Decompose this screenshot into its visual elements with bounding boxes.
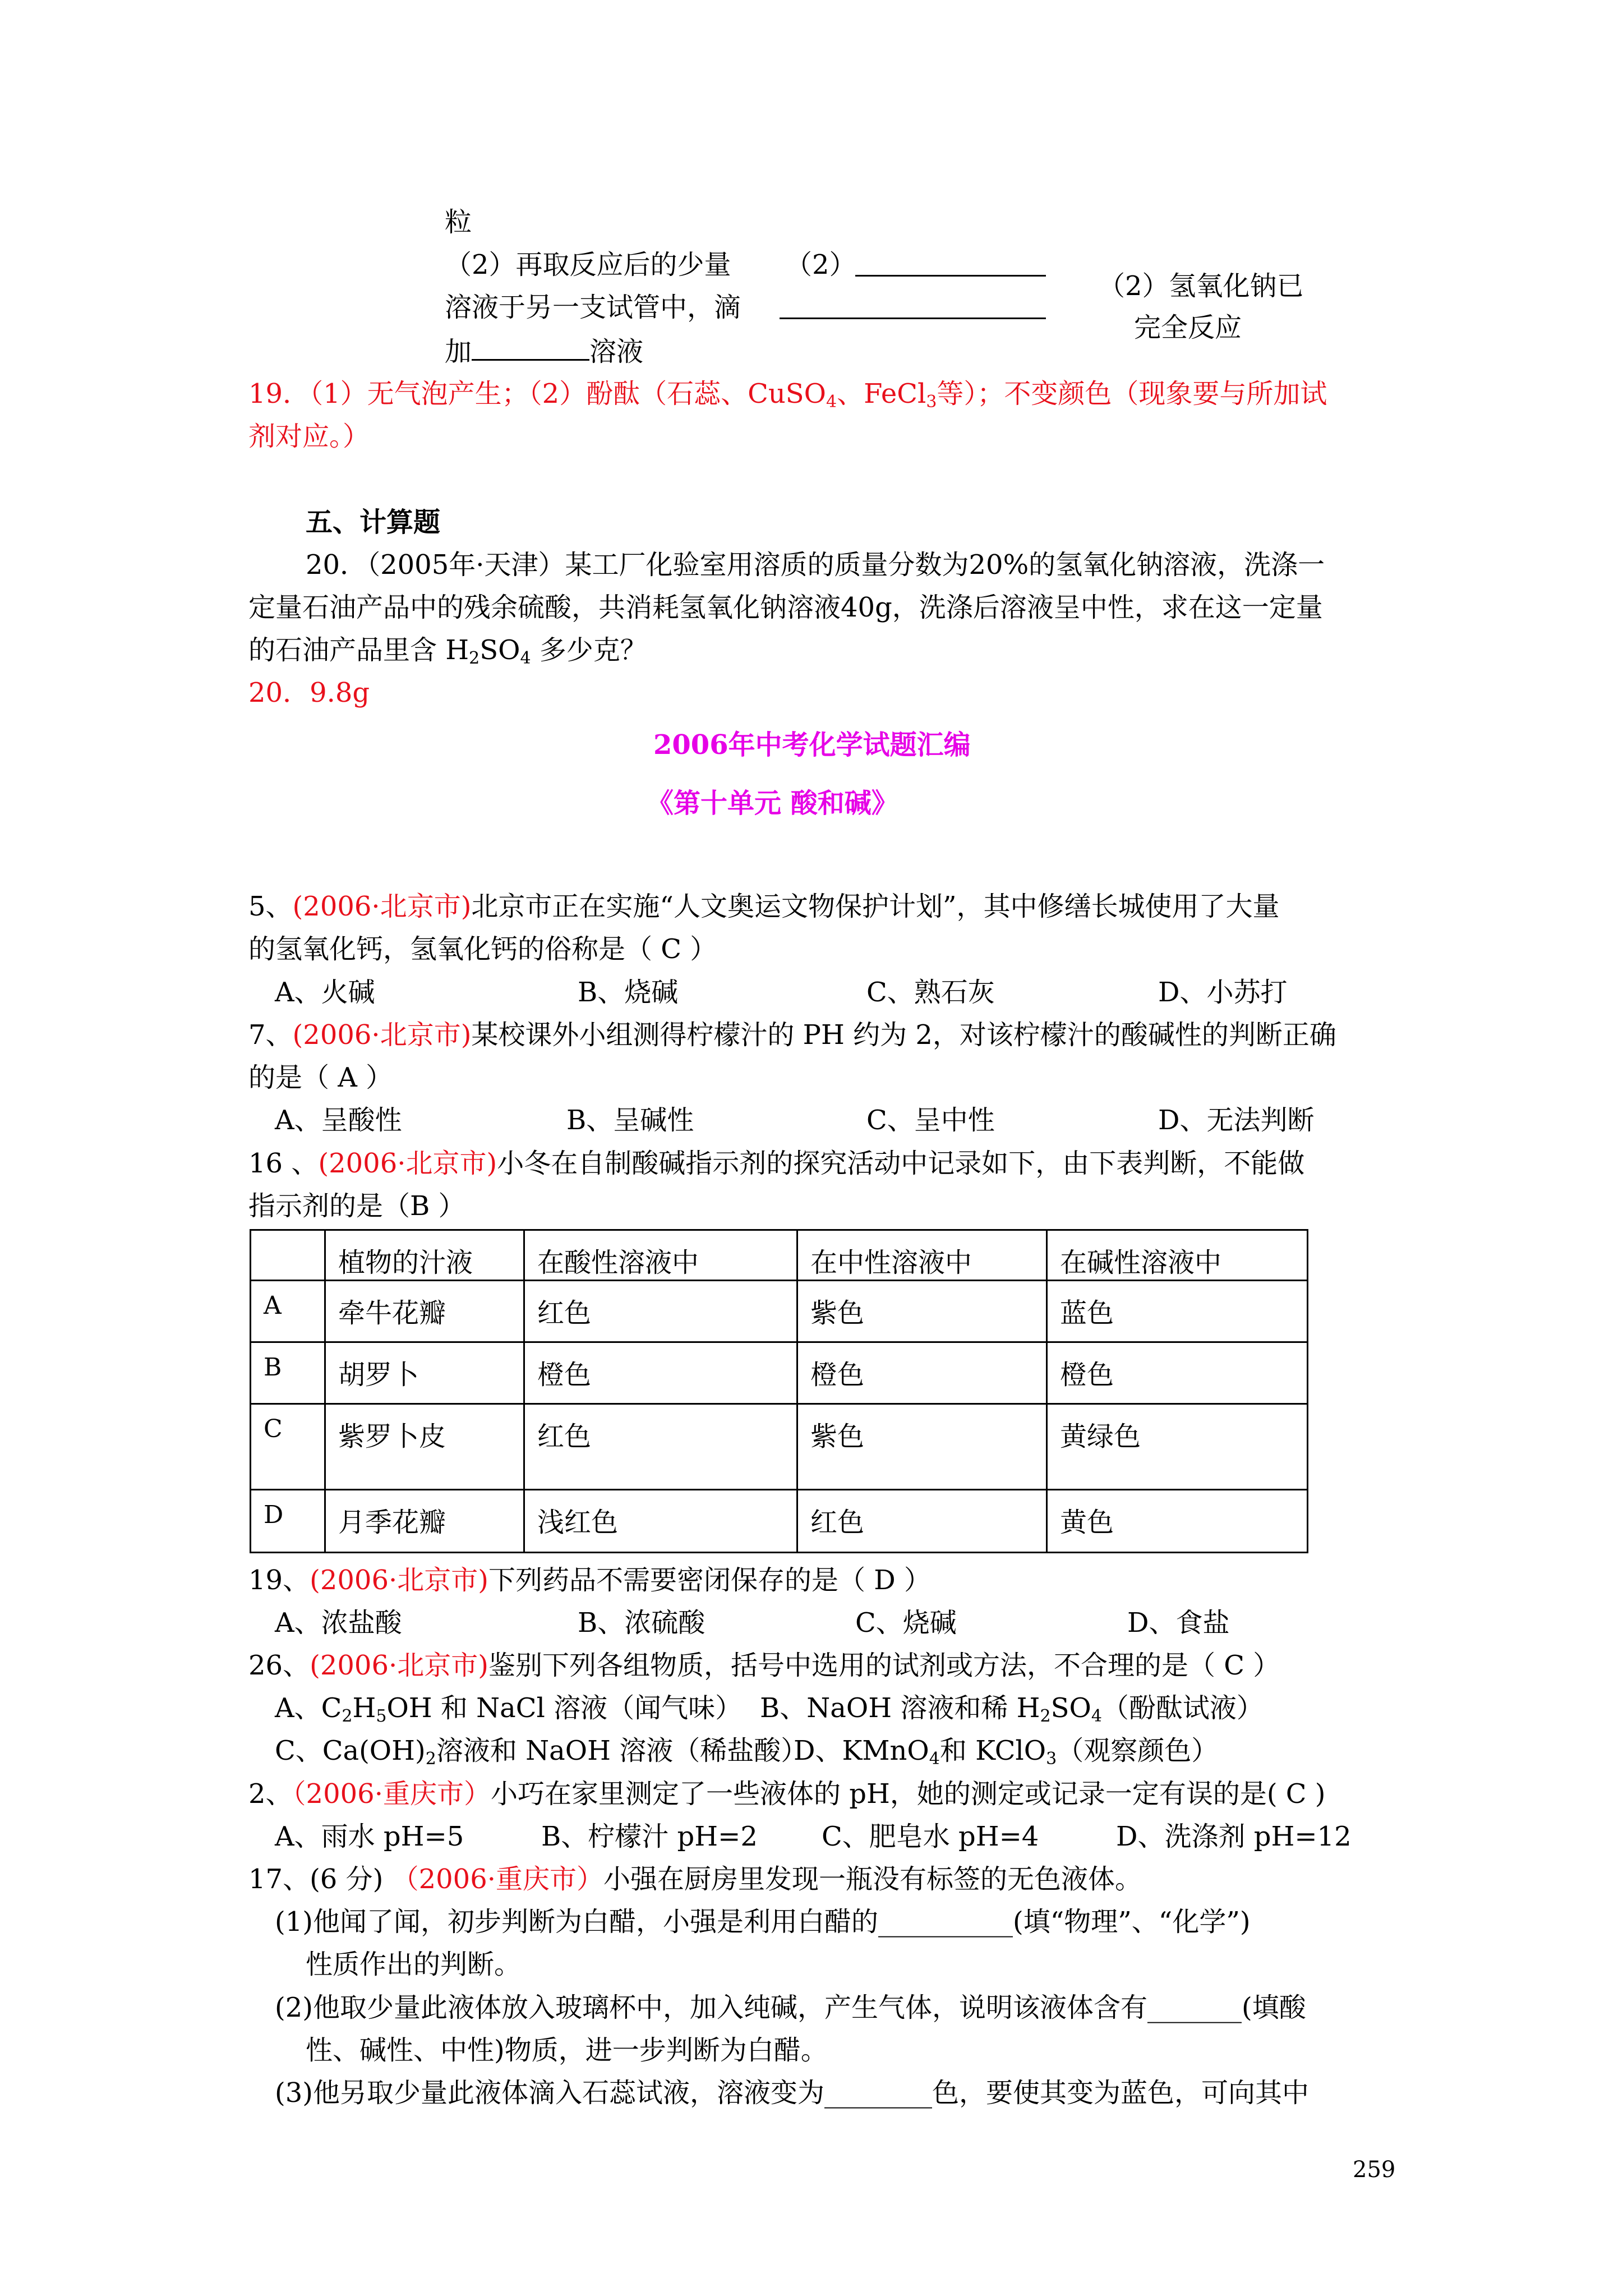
page-number: 259	[1353, 2157, 1396, 2183]
answer-19-text-c: 等）；不变颜色（现象要与所加试	[937, 378, 1327, 409]
question-17-number: 17、(6 分)	[248, 1864, 392, 1895]
question-16-number: 16 、	[248, 1148, 319, 1179]
phenomenon-blank-2	[780, 318, 1046, 319]
q26-b-text1: B、NaOH 溶液和稀 H	[760, 1692, 1040, 1724]
question-16-text: 小冬在自制酸碱指示剂的探究活动中记录如下，由下表判断，不能做	[497, 1148, 1305, 1179]
q26-option-b	[760, 1692, 1264, 1726]
unit-title: 《第十单元 酸和碱》	[647, 788, 898, 819]
prev-step2-line3	[445, 337, 643, 365]
question-7-number: 7、	[248, 1019, 293, 1051]
question-20-line3-a: 的石油产品里含 H	[248, 634, 469, 666]
phenomenon-blank-1	[855, 275, 1046, 277]
q2-option-a: A、雨水 pH=5	[275, 1821, 464, 1852]
q26-b-sub2: 4	[1091, 1706, 1102, 1726]
question-2-text: 小巧在家里测定了一些液体的 pH，她的测定或记录一定有误的是( C )	[490, 1778, 1326, 1810]
question-17-part2-line2: 性、碱性、中性)物质，进一步判断为白醋。	[306, 2035, 828, 2066]
table-cell: 红色	[524, 1281, 797, 1342]
prev-conclusion-line1: （2）氢氧化钠已	[1098, 270, 1304, 302]
indicator-table	[250, 1229, 1308, 1553]
question-20-line3-c: 多少克？	[531, 634, 647, 666]
table-cell: 橙色	[524, 1342, 797, 1404]
answer-19-sub1: 4	[826, 392, 837, 412]
q26-b-text3: （酚酞试液）	[1101, 1692, 1264, 1724]
q26-option-a	[275, 1692, 743, 1726]
q26-c-sub1: 2	[425, 1749, 436, 1769]
table-cell: C	[251, 1404, 325, 1490]
table-row	[251, 1342, 1308, 1404]
table-cell: 橙色	[797, 1342, 1047, 1404]
table-row	[251, 1281, 1308, 1342]
question-19-text: 下列药品不需要密闭保存的是（ D ）	[488, 1565, 931, 1596]
question-17-line1	[248, 1866, 1142, 1893]
question-17-source: （2006·重庆市）	[391, 1864, 604, 1895]
table-cell: 胡罗卜	[325, 1342, 524, 1404]
q19-option-a: A、浓盐酸	[275, 1607, 402, 1639]
q26-d-text1: D、KMnO	[794, 1735, 929, 1766]
question-7-source: (2006·北京市)	[292, 1019, 472, 1051]
compilation-title: 2006年中考化学试题汇编	[653, 729, 971, 761]
table-cell: 浅红色	[524, 1490, 797, 1553]
prev-step2-line3-post: 溶液	[589, 336, 644, 367]
q5-option-d: D、小苏打	[1158, 977, 1288, 1008]
q26-d-text3: （观察颜色）	[1057, 1735, 1219, 1766]
q7-option-c: C、呈中性	[866, 1105, 995, 1136]
q26-d-sub1: 4	[929, 1749, 940, 1769]
q26-b-text2: SO	[1050, 1692, 1091, 1724]
table-header-row	[251, 1230, 1308, 1281]
question-16-line1	[248, 1150, 1304, 1177]
table-cell: 紫色	[797, 1281, 1047, 1342]
question-5-number: 5、	[248, 891, 293, 922]
prev-phenomenon-label: （2）	[785, 249, 856, 280]
answer-19-sub2: 3	[926, 392, 937, 412]
q7-option-b: B、呈碱性	[566, 1105, 694, 1136]
table-cell: 蓝色	[1047, 1281, 1308, 1342]
question-26-text: 鉴别下列各组物质，括号中选用的试剂或方法，不合理的是（ C ）	[488, 1650, 1280, 1681]
question-17-part1-line1: (1)他闻了闻，初步判断为白醋，小强是利用白醋的__________(填“物理”、“化学”)	[275, 1906, 1251, 1938]
table-header-cell: 在酸性溶液中	[524, 1230, 797, 1281]
table-cell: 橙色	[1047, 1342, 1308, 1404]
question-20-line1: 20．（2005年·天津）某工厂化验室用溶质的质量分数为20%的氢氧化钠溶液，洗涤一	[306, 549, 1325, 581]
question-20-sub1: 2	[469, 648, 480, 668]
question-17-text: 小强在厨房里发现一瓶没有标签的无色液体。	[603, 1864, 1142, 1895]
q7-option-a: A、呈酸性	[275, 1105, 402, 1136]
question-20-line2: 定量石油产品中的残余硫酸，共消耗氢氧化钠溶液40g，洗涤后溶液呈中性，求在这一定量	[248, 592, 1323, 623]
question-7-line2: 的是（ A ）	[248, 1062, 393, 1093]
table-cell: 月季花瓣	[325, 1490, 524, 1553]
q26-a-sub1: 2	[342, 1706, 353, 1726]
question-20-line3	[248, 634, 647, 668]
question-17-part1-line2: 性质作出的判断。	[306, 1949, 522, 1980]
table-cell: 黄色	[1047, 1490, 1308, 1553]
question-7-text: 某校课外小组测得柠檬汁的 PH 约为 2，对该柠檬汁的酸碱性的判断正确	[471, 1019, 1336, 1051]
prev-step2-line2: 溶液于另一支试管中，滴	[445, 292, 741, 323]
answer-19-line1	[248, 378, 1327, 412]
question-20-sub2: 4	[520, 648, 531, 668]
q5-option-b: B、烧碱	[578, 977, 679, 1008]
question-20-line3-b: SO	[479, 634, 520, 666]
question-19-line1	[248, 1567, 931, 1594]
q26-c-text1: C、Ca(OH)	[275, 1735, 426, 1766]
prev-grain: 粒	[445, 206, 472, 238]
q26-option-c	[275, 1735, 808, 1769]
q26-a-text2: H	[352, 1692, 376, 1724]
question-5-text: 北京市正在实施“人文奥运文物保护计划”，其中修缮长城使用了大量	[471, 891, 1280, 922]
prev-step2-line3-pre: 加	[445, 336, 472, 367]
q26-b-sub1: 2	[1040, 1706, 1051, 1726]
question-5-line1	[248, 893, 1280, 920]
answer-20: 20．9.8g	[248, 677, 370, 708]
q2-option-b: B、柠檬汁 pH=2	[541, 1821, 758, 1852]
q7-option-d: D、无法判断	[1158, 1105, 1315, 1136]
q26-a-sub2: 5	[376, 1706, 387, 1726]
table-header-cell: 在中性溶液中	[797, 1230, 1047, 1281]
table-cell: 红色	[797, 1490, 1047, 1553]
question-17-part3-line1: (3)他另取少量此液体滴入石蕊试液，溶液变为________色，要使其变为蓝色，可向其中	[275, 2077, 1309, 2109]
question-17-part2-line1: (2)他取少量此液体放入玻璃杯中，加入纯碱，产生气体，说明该液体含有_______(填酸	[275, 1992, 1306, 2023]
q26-a-text1: A、C	[275, 1692, 342, 1724]
q2-option-c: C、肥皂水 pH=4	[822, 1821, 1039, 1852]
question-16-source: (2006·北京市)	[318, 1148, 497, 1179]
table-row	[251, 1404, 1308, 1490]
prev-conclusion-line2: 完全反应	[1134, 312, 1242, 343]
q19-option-d: D、食盐	[1127, 1607, 1230, 1639]
question-7-line1	[248, 1019, 1336, 1051]
question-2-source: （2006·重庆市）	[292, 1778, 491, 1810]
question-5-source: (2006·北京市)	[292, 891, 472, 922]
answer-19-text-b: 、FeCl	[837, 378, 926, 409]
prev-step2-line1: （2）再取反应后的少量	[445, 249, 731, 280]
q26-option-d	[794, 1735, 1219, 1769]
q26-d-sub2: 3	[1046, 1749, 1057, 1769]
question-26-number: 26、	[248, 1650, 310, 1681]
question-26-source: (2006·北京市)	[310, 1650, 488, 1681]
question-19-number: 19、	[248, 1565, 310, 1596]
table-cell: B	[251, 1342, 325, 1404]
question-26-line1	[248, 1652, 1280, 1679]
q19-option-b: B、浓硫酸	[578, 1607, 706, 1639]
table-cell: 牵牛花瓣	[325, 1281, 524, 1342]
answer-19-text-a: 19．（1）无气泡产生；（2）酚酞（石蕊、CuSO	[248, 378, 827, 409]
question-2-number: 2、	[248, 1778, 293, 1810]
table-cell: D	[251, 1490, 325, 1553]
question-16-line2: 指示剂的是（B ）	[248, 1190, 465, 1222]
table-cell: A	[251, 1281, 325, 1342]
answer-19-line2: 剂对应。）	[248, 421, 370, 452]
table-cell: 紫色	[797, 1404, 1047, 1490]
reagent-blank	[472, 337, 589, 361]
table-cell: 黄绿色	[1047, 1404, 1308, 1490]
table-header-cell: 植物的汁液	[325, 1230, 524, 1281]
table-header-cell: 在碱性溶液中	[1047, 1230, 1308, 1281]
table-cell: 红色	[524, 1404, 797, 1490]
q26-d-text2: 和 KClO	[939, 1735, 1046, 1766]
table-row	[251, 1490, 1308, 1553]
table-header-cell	[251, 1230, 325, 1281]
section-heading-calculation: 五、计算题	[306, 507, 441, 538]
q19-option-c: C、烧碱	[855, 1607, 957, 1639]
q26-a-text3: OH 和 NaCl 溶液（闻气味）	[386, 1692, 743, 1724]
q5-option-a: A、火碱	[275, 977, 375, 1008]
q26-c-text2: 溶液和 NaOH 溶液（稀盐酸）	[436, 1735, 808, 1766]
question-5-line2: 的氢氧化钙，氢氧化钙的俗称是（ C ）	[248, 933, 717, 965]
q2-option-d: D、洗涤剂 pH=12	[1116, 1821, 1352, 1852]
table-cell: 紫罗卜皮	[325, 1404, 524, 1490]
question-19-source: (2006·北京市)	[310, 1565, 488, 1596]
q5-option-c: C、熟石灰	[866, 977, 995, 1008]
question-2-line1	[248, 1778, 1326, 1810]
